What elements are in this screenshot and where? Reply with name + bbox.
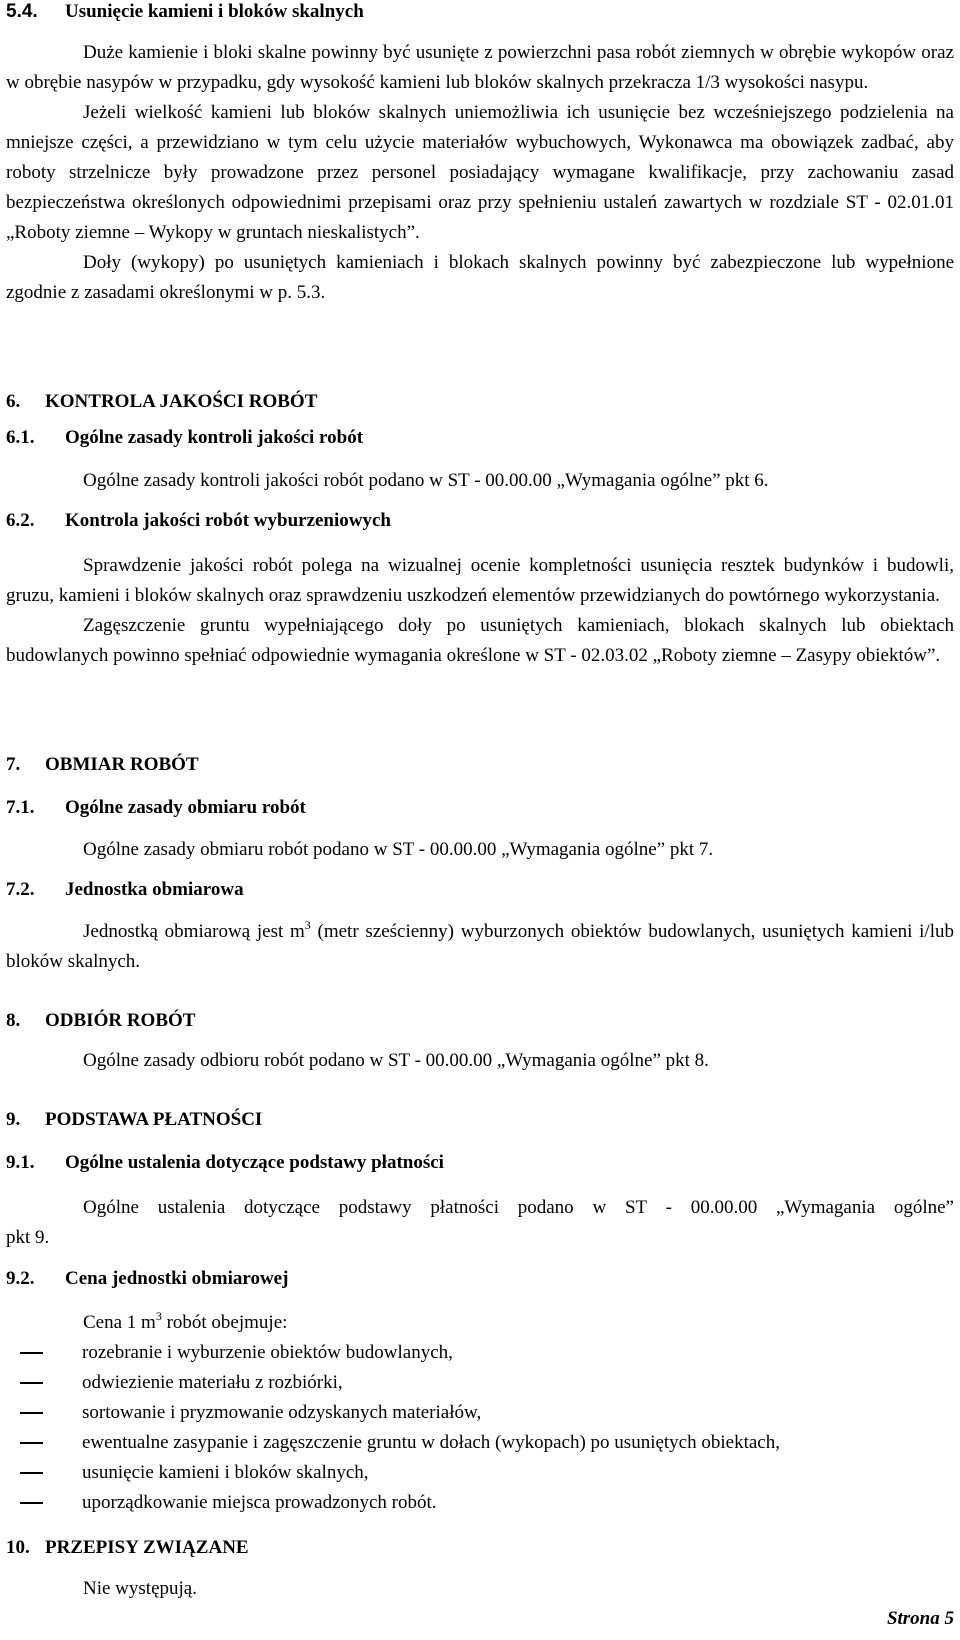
section-5-4-body [6, 38, 954, 308]
heading-number: 6.2. [6, 510, 35, 531]
heading-title: Kontrola jakości robót wyburzeniowych [65, 510, 391, 531]
price-intro-v [6, 1308, 960, 1338]
heading-title: Cena jednostki obmiarowej [65, 1268, 289, 1289]
paragraph: Ogólne zasady kontroli jakości robót podano w ST - 00.00.00 „Wymagania ogólne” pkt 6. [83, 470, 769, 491]
heading-number: 6.1. [6, 427, 35, 448]
heading-6-1-v [6, 423, 954, 453]
heading-6-2-v [6, 506, 954, 536]
list-item-text: uporządkowanie miejsca prowadzonych robót. [82, 1492, 437, 1513]
paragraph: Duże kamienie i bloki skalne powinny być usunięte z powierzchni pasa robót ziemnych w obrębie wykopów oraz w obrębie nasypów w przypadku, gdy wysokość kamieni lub bloków skalnych przekracza 1/3 wysokości nasypu. [6, 42, 954, 93]
superscript: 3 [155, 1309, 162, 1323]
list-item [6, 1428, 954, 1458]
list-item-text: ewentualne zasypanie i zagęszczenie gruntu w dołach (wykopach) po usuniętych obiektach, [82, 1432, 780, 1453]
list-item-text: sortowanie i pryzmowanie odzyskanych materiałów, [82, 1402, 482, 1423]
paragraph: Jeżeli wielkość kamieni lub bloków skalnych uniemożliwia ich usunięcie bez wcześniejszego podzielenia na mniejsze części, a przewidziano w tym celu użycie materiałów wybuchowych, Wykonawca ma obowiązek zadbać, aby roboty strzelnicze były prowadzone przez personel posiadający wymagane kwalifikacje, przy zachowaniu zasad bezpieczeństwa określonych odpowiednimi przepisami oraz przy spełnieniu ustaleń zawartych w rozdziale ST - 02.01.01 „Roboty ziemne – Wykopy w gruntach nieskalistych”. [6, 102, 954, 243]
heading-number: 7. [6, 754, 21, 775]
heading-title: Usunięcie kamieni i bloków skalnych [65, 1, 364, 22]
superscript: 3 [304, 918, 311, 932]
heading-10-v [6, 1533, 954, 1563]
text-part: robót obejmuje: [161, 1312, 288, 1333]
heading-title: PRZEPISY ZWIĄZANE [45, 1537, 249, 1558]
heading-7-1-v [6, 793, 954, 823]
heading-title: Ogólne ustalenia dotyczące podstawy płatności [65, 1152, 444, 1173]
page-number: Strona 5 [886, 1608, 954, 1629]
text-part: (metr sześcienny) wyburzonych obiektów budowlanych, usuniętych kamieni i/lub bloków skalnych. [6, 921, 954, 972]
list-item [6, 1398, 954, 1428]
heading-number: 7.2. [6, 879, 35, 900]
heading-number: 9.1. [6, 1152, 35, 1173]
paragraph: Ogólne zasady odbioru robót podano w ST - 00.00.00 „Wymagania ogólne” pkt 8. [83, 1050, 709, 1071]
heading-9-1-v [6, 1148, 954, 1178]
heading-number: 6. [6, 391, 21, 412]
heading-9-2-v [6, 1264, 954, 1294]
heading-7-2-v [6, 875, 954, 905]
dash-bullet-icon [20, 1352, 43, 1354]
dash-bullet-icon [20, 1502, 43, 1504]
heading-title: Ogólne zasady kontroli jakości robót [65, 427, 364, 448]
dash-bullet-icon [20, 1412, 43, 1414]
heading-number: 9.2. [6, 1268, 35, 1289]
paragraph [6, 917, 954, 977]
list-item-text: usunięcie kamieni i bloków skalnych, [82, 1462, 369, 1483]
heading-title: ODBIÓR ROBÓT [45, 1010, 196, 1031]
heading-6-v [6, 387, 954, 417]
heading-title: OBMIAR ROBÓT [45, 754, 199, 775]
heading-number: 10. [6, 1537, 30, 1558]
heading-number: 8. [6, 1010, 21, 1031]
list-item-text: odwiezienie materiału z rozbiórki, [82, 1372, 343, 1393]
text-part: Jednostką obmiarową jest m [83, 921, 305, 942]
heading-5-4-v [6, 0, 954, 27]
heading-number: 7.1. [6, 797, 35, 818]
list-item [6, 1458, 954, 1488]
dash-bullet-icon [20, 1442, 43, 1444]
dash-bullet-icon [20, 1382, 43, 1384]
heading-9-v [6, 1105, 954, 1135]
paragraph: Sprawdzenie jakości robót polega na wizualnej ocenie kompletności usunięcia resztek budynków i budowli, gruzu, kamieni i bloków skalnych oraz sprawdzeniu uszkodzeń elementów przewidzianych do powtórnego wykorzystania. [6, 555, 954, 606]
section-9-1-body [6, 1193, 954, 1253]
paragraph: Nie występują. [83, 1578, 197, 1599]
list-item [6, 1488, 954, 1518]
heading-title: PODSTAWA PŁATNOŚCI [45, 1109, 263, 1130]
heading-8-v [6, 1006, 954, 1036]
heading-number: 9. [6, 1109, 21, 1130]
price-items-list [6, 1338, 954, 1518]
list-item-text: rozebranie i wyburzenie obiektów budowlanych, [82, 1342, 453, 1363]
paragraph: Ogólne zasady obmiaru robót podano w ST - 00.00.00 „Wymagania ogólne” pkt 7. [83, 839, 714, 860]
paragraph: Zagęszczenie gruntu wypełniającego doły po usuniętych kamieniach, blokach skalnych lub obiektach budowlanych powinno spełniać odpowiednie wymagania określone w ST - 02.03.02 „Roboty ziemne – Zasypy obiektów”. [6, 615, 954, 666]
list-item [6, 1368, 954, 1398]
section-6-2-body [6, 551, 954, 671]
paragraph-continuation: pkt 9. [6, 1227, 50, 1248]
text-part: Cena 1 m [83, 1312, 156, 1333]
list-item [6, 1338, 954, 1368]
heading-title: Ogólne zasady obmiaru robót [65, 797, 306, 818]
dash-bullet-icon [20, 1472, 43, 1474]
heading-title: KONTROLA JAKOŚCI ROBÓT [45, 391, 318, 412]
heading-number: 5.4. [6, 1, 38, 22]
paragraph: Ogólne ustalenia dotyczące podstawy płatności podano w ST - 00.00.00 „Wymagania ogólne” [83, 1197, 954, 1218]
paragraph: Doły (wykopy) po usuniętych kamieniach i blokach skalnych powinny być zabezpieczone lub wypełnione zgodnie z zasadami określonymi w p. 5.3. [6, 252, 954, 303]
heading-title: Jednostka obmiarowa [65, 879, 244, 900]
heading-7-v [6, 750, 954, 780]
